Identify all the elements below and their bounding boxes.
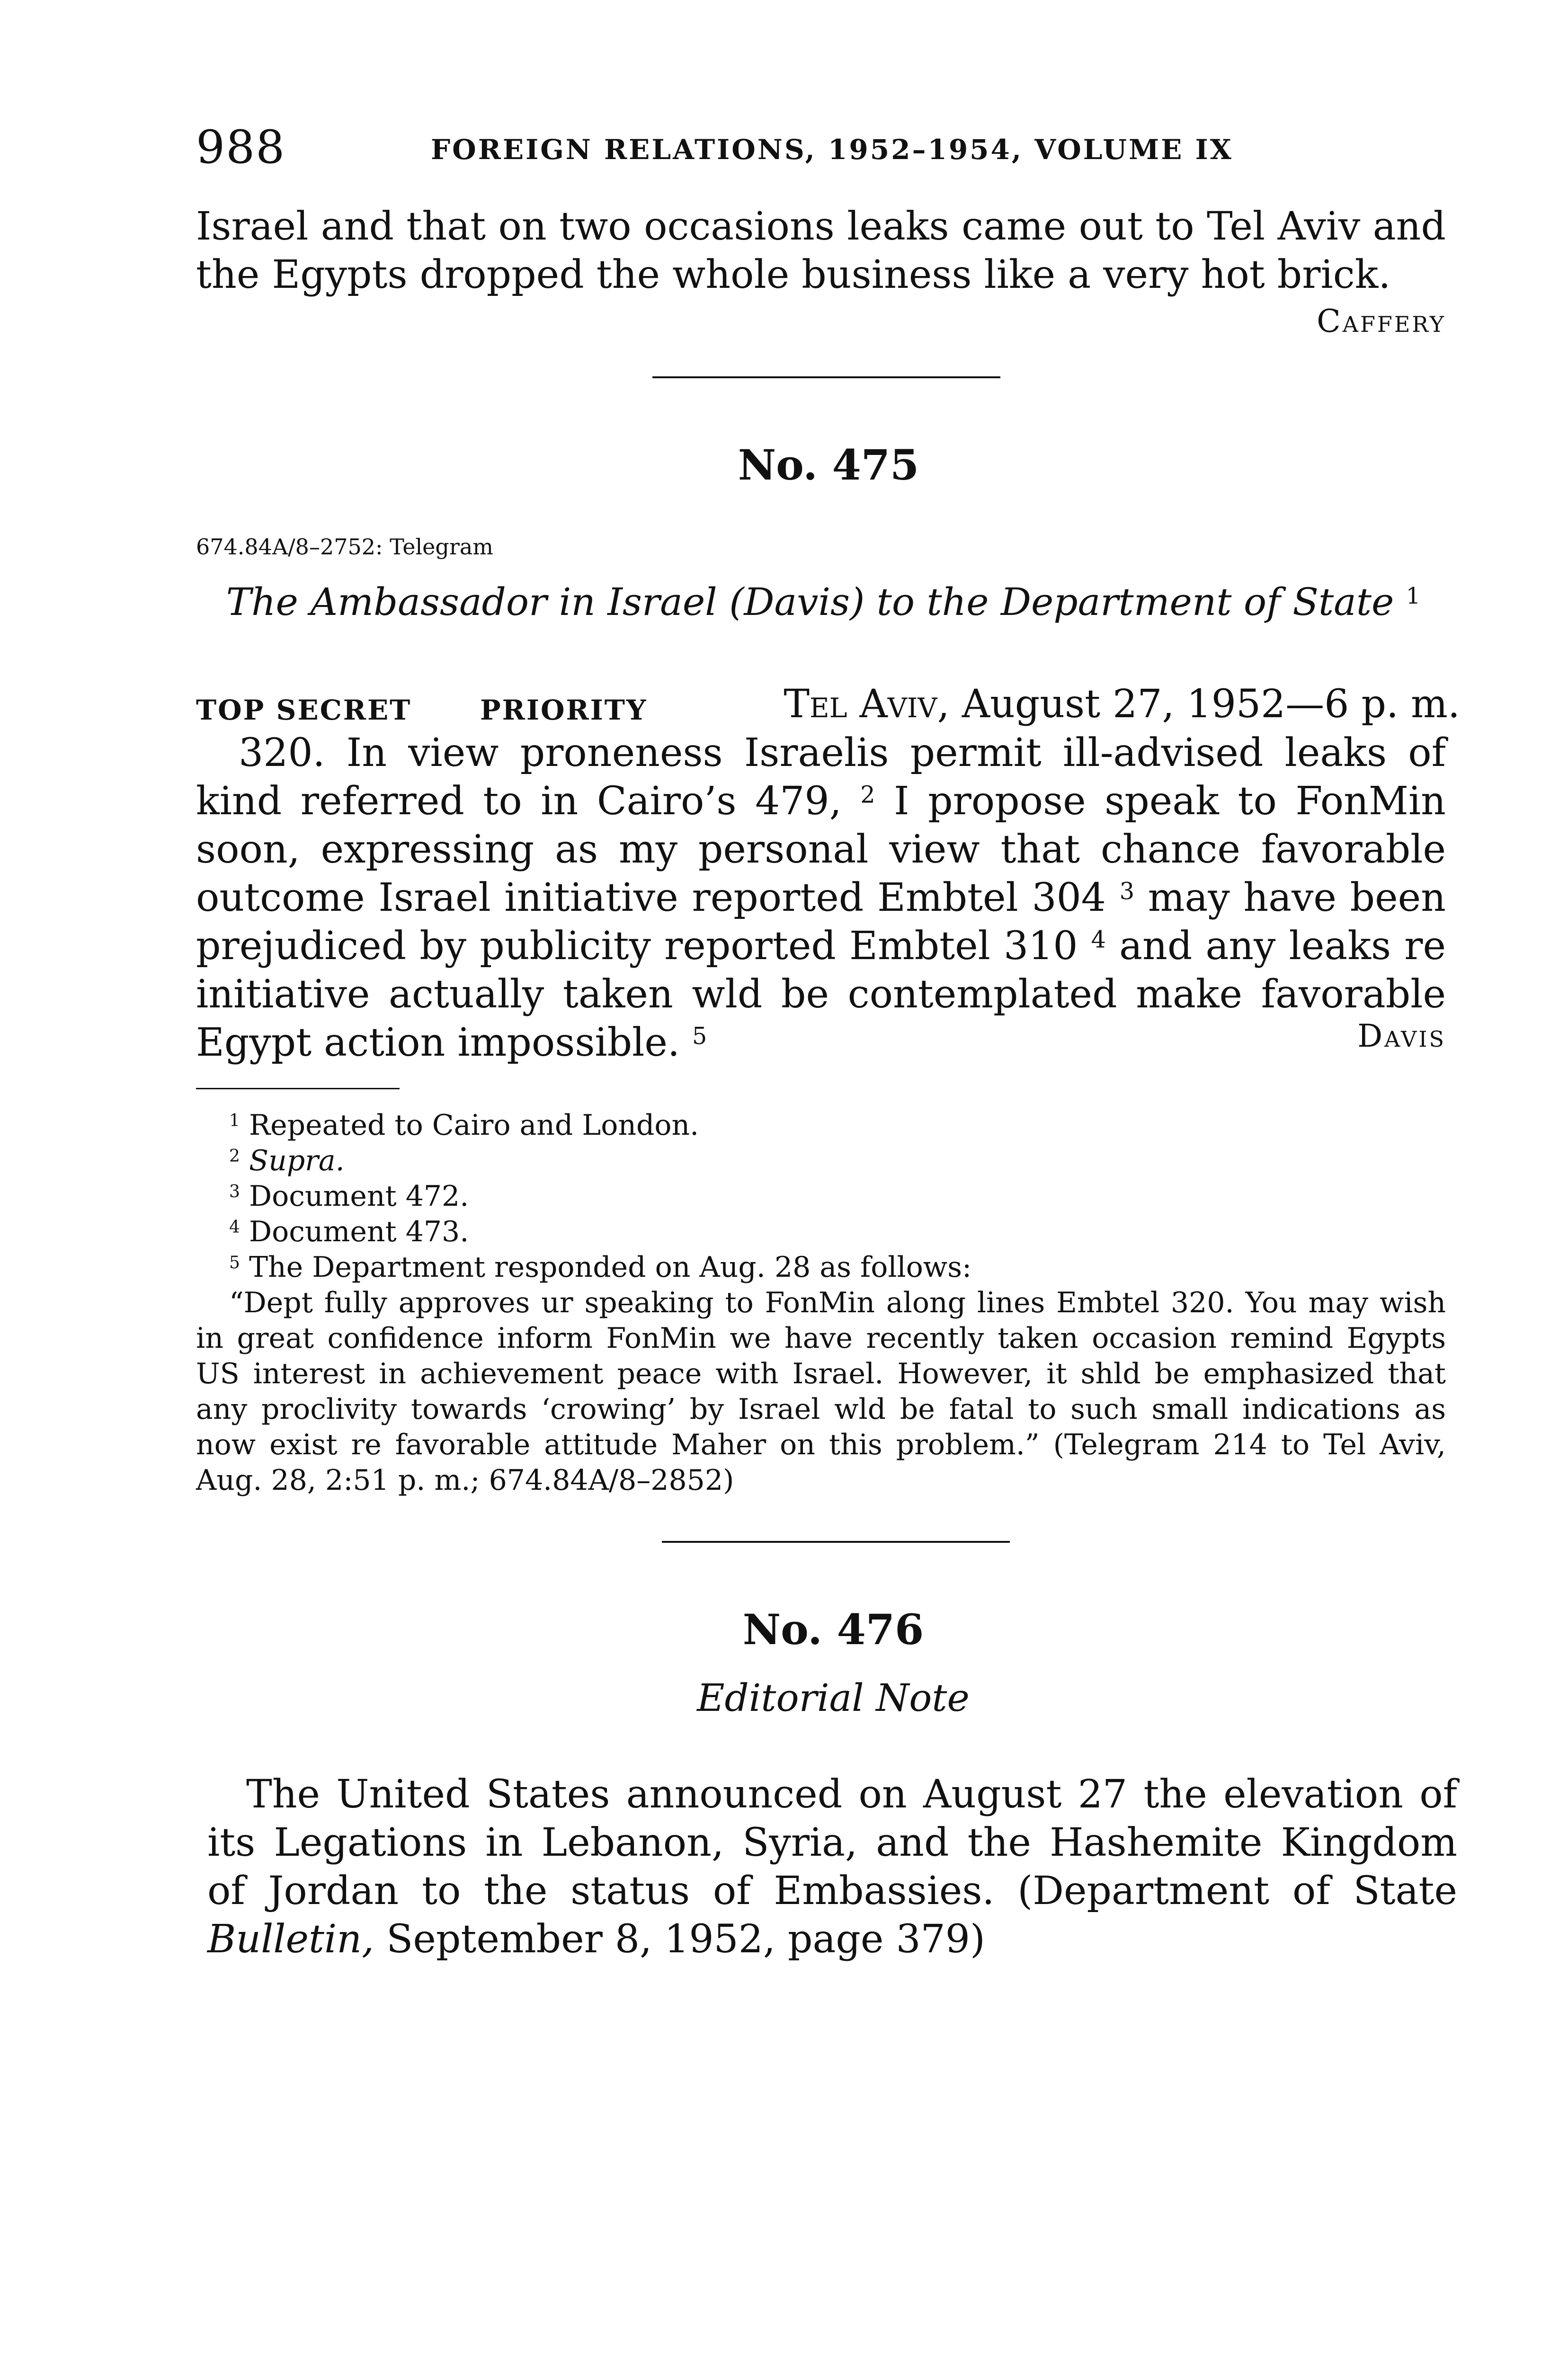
page-number: 988 <box>196 121 286 174</box>
footnote-rule <box>196 1088 400 1089</box>
section-divider <box>652 376 1000 378</box>
signature-caffery: Caffery <box>1317 303 1446 339</box>
footnote <box>196 1179 1446 1214</box>
telegram-text-2: I propose speak to FonMin soon, expressing as my personal view that chance favorable outcome Israel initiative reported Embtel 304 <box>196 779 1446 920</box>
footnote <box>196 1250 1446 1285</box>
document-title-text: The Ambassador in Israel (Davis) to the Department of State <box>226 580 1394 624</box>
editorial-note-title: Editorial Note <box>697 1676 970 1720</box>
footnote <box>196 1108 1446 1143</box>
footnote-ref-2: 2 <box>860 781 875 809</box>
priority-label: PRIORITY <box>480 694 648 726</box>
editorial-bulletin: Bulletin, <box>207 1917 374 1962</box>
editorial-text-1: The United States announced on August 27 the elevation of its Legations in Lebanon, Syria, and the Hashemite Kingdom of Jordan to the status of Embassies. (Department of State <box>207 1772 1457 1913</box>
carry-over-paragraph: Israel and that on two occasions leaks came out to Tel Aviv and the Egypts dropped the whole business like a very hot brick. <box>196 204 1446 297</box>
footnote-text: Document 472. <box>249 1180 469 1213</box>
footnote-ref-1: 1 <box>1406 583 1421 609</box>
footnote-ref-4: 4 <box>1091 925 1106 953</box>
footnote-marker: 4 <box>229 1218 240 1237</box>
footnote-marker: 2 <box>229 1147 240 1166</box>
footnote-text: The Department responded on Aug. 28 as follows: <box>249 1251 972 1284</box>
footnote-marker: 1 <box>229 1111 240 1130</box>
footnote-text: Repeated to Cairo and London. <box>249 1109 699 1142</box>
place: Tel Aviv <box>784 682 937 727</box>
footnote-ref-5: 5 <box>692 1022 707 1050</box>
footnote <box>196 1214 1446 1250</box>
telegram-text-3: may have been prejudiced by publicity reported Embtel 310 <box>196 875 1446 969</box>
footnote-quote: “Dept fully approves ur speaking to FonMin along lines Embtel 320. You may wish in great confidence inform FonMin we have recently taken occasion remind Egypts US interest in achievement peace with Israel. However, it shld be emphasized that any proclivity towards ‘crowing’ by Israel wld be fatal to such small indications as now exist re favorable attitude Maher on this problem.” (Telegram 214 to Tel Aviv, Aug. 28, 2:51 p. m.; 674.84A/8–2852) <box>196 1286 1446 1497</box>
dateline <box>196 682 1460 734</box>
place-date <box>784 682 1460 727</box>
editorial-note-body <box>207 1771 1457 1964</box>
editorial-text-2: September 8, 1952, page 379) <box>374 1917 985 1962</box>
footnote-text: Document 473. <box>249 1215 469 1248</box>
footnote <box>196 1143 1446 1179</box>
section-divider <box>662 1541 1010 1543</box>
signature-davis: Davis <box>1357 1018 1446 1054</box>
document-number-475: No. 475 <box>738 440 919 489</box>
document-number-476: No. 476 <box>742 1605 924 1654</box>
footnote-marker: 5 <box>229 1253 240 1272</box>
footnote-marker: 3 <box>229 1182 240 1201</box>
source-note: 674.84A/8–2752: Telegram <box>196 534 493 560</box>
footnote-ref-3: 3 <box>1119 877 1134 905</box>
running-title: FOREIGN RELATIONS, 1952–1954, VOLUME IX <box>431 133 1233 166</box>
classification-label: TOP SECRET <box>196 694 412 726</box>
telegram-body <box>196 729 1446 1067</box>
telegram-text-4: and any leaks re initiative actually taken wld be contemplated make favorable Egypt action impossible. <box>196 924 1446 1065</box>
document-title <box>196 580 1451 624</box>
footnotes <box>196 1108 1446 1498</box>
footnote-text: Supra. <box>249 1144 345 1177</box>
telegram-text-1: 320. In view proneness Israelis permit ill-advised leaks of kind referred to in Cairo’s 479, <box>196 730 1446 824</box>
date: , August 27, 1952—6 p. m. <box>937 682 1460 727</box>
